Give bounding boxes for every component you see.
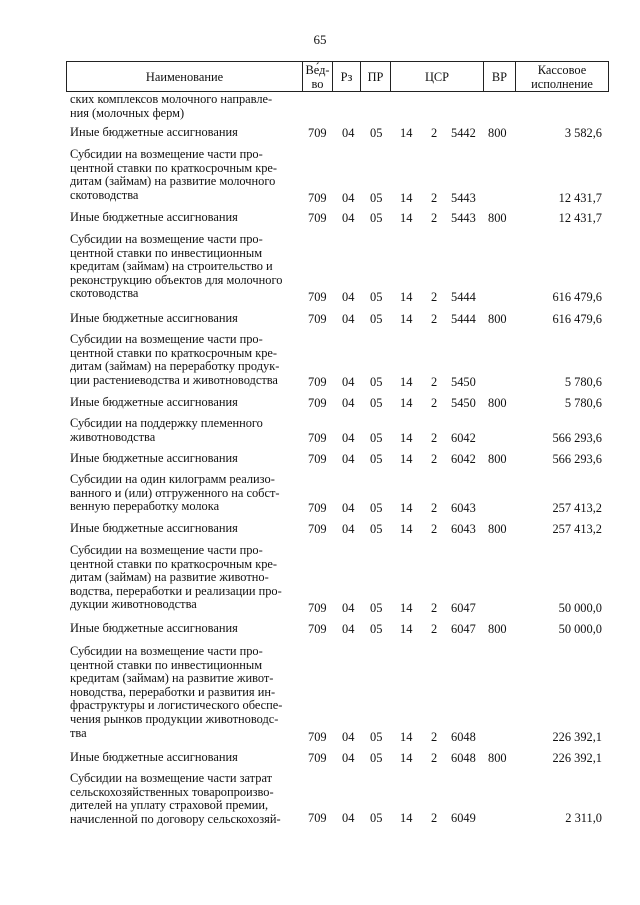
header-amount-line2: исполнение <box>531 76 593 91</box>
row-csr-subprogram: 2 <box>431 191 438 205</box>
row-rz: 04 <box>342 501 355 515</box>
row-rz: 04 <box>342 601 355 615</box>
row-vr: 800 <box>488 396 507 410</box>
row-csr-code: 5450 <box>451 396 476 410</box>
row-amount: 566 293,6 <box>552 452 602 466</box>
row-rz: 04 <box>342 396 355 410</box>
header-amount <box>516 62 608 91</box>
row-name: Субсидии на возмещение части про- центной ставки по краткосрочным кре- дитам (займам) на развитие животно- водства, переработки и реализации про- дукции животноводства <box>70 543 282 612</box>
row-csr-subprogram: 2 <box>431 751 438 765</box>
row-rz: 04 <box>342 522 355 536</box>
row-rz: 04 <box>342 811 355 825</box>
row-rz: 04 <box>342 211 355 225</box>
row-name: Субсидии на возмещение части про- центной ставки по краткосрочным кре- дитам (займам) на развитие молочного скотоводства <box>70 147 278 202</box>
header-csr: ЦСР <box>424 69 450 84</box>
row-amount: 257 413,2 <box>552 522 602 536</box>
header-name: Наименование <box>145 69 224 84</box>
row-pr: 05 <box>370 501 383 515</box>
row-rz: 04 <box>342 751 355 765</box>
row-amount: 50 000,0 <box>558 622 602 636</box>
row-ved: 709 <box>308 431 327 445</box>
row-csr-subprogram: 2 <box>431 211 438 225</box>
row-vr: 800 <box>488 211 507 225</box>
page-number: 65 <box>313 32 327 47</box>
header-vr: ВР <box>491 69 508 84</box>
header-ved-line1: Ве́д- <box>305 62 330 77</box>
row-name: Субсидии на возмещение части про- центной ставки по инвестиционным кредитам (займам) на строительство и реконструкцию объектов для молочного скотоводства <box>70 232 283 301</box>
row-csr-subprogram: 2 <box>431 811 438 825</box>
header-pr: ПР <box>367 69 384 84</box>
row-ved: 709 <box>308 312 327 326</box>
row-pr: 05 <box>370 191 383 205</box>
row-csr-program: 14 <box>400 375 413 389</box>
row-ved: 709 <box>308 730 327 744</box>
row-ved: 709 <box>308 191 327 205</box>
row-rz: 04 <box>342 126 355 140</box>
row-amount: 50 000,0 <box>558 601 602 615</box>
row-amount: 226 392,1 <box>552 751 602 765</box>
row-pr: 05 <box>370 211 383 225</box>
row-csr-code: 5444 <box>451 290 476 304</box>
row-ved: 709 <box>308 601 327 615</box>
row-csr-program: 14 <box>400 126 413 140</box>
row-vr: 800 <box>488 622 507 636</box>
row-csr-code: 5443 <box>451 211 476 225</box>
row-amount: 2 311,0 <box>565 811 602 825</box>
row-csr-code: 5443 <box>451 191 476 205</box>
row-name: Иные бюджетные ассигнования <box>70 311 238 325</box>
row-name: ских комплексов молочного направле- ния (молочных ферм) <box>70 92 273 120</box>
row-pr: 05 <box>370 126 383 140</box>
row-ved: 709 <box>308 375 327 389</box>
row-name: Субсидии на один килограмм реализо- ванного и (или) отгруженного на собст- венную переработку молока <box>70 472 280 514</box>
row-csr-subprogram: 2 <box>431 601 438 615</box>
row-ved: 709 <box>308 522 327 536</box>
row-ved: 709 <box>308 396 327 410</box>
row-pr: 05 <box>370 751 383 765</box>
row-csr-code: 5444 <box>451 312 476 326</box>
row-csr-code: 6047 <box>451 601 476 615</box>
row-pr: 05 <box>370 811 383 825</box>
row-pr: 05 <box>370 730 383 744</box>
row-name: Субсидии на возмещение части про- центной ставки по краткосрочным кре- дитам (займам) на переработку продук- ции растениеводства и животноводства <box>70 332 280 387</box>
row-ved: 709 <box>308 452 327 466</box>
row-vr: 800 <box>488 312 507 326</box>
row-name: Иные бюджетные ассигнования <box>70 521 238 535</box>
row-pr: 05 <box>370 375 383 389</box>
row-csr-program: 14 <box>400 290 413 304</box>
row-csr-subprogram: 2 <box>431 290 438 304</box>
row-csr-subprogram: 2 <box>431 730 438 744</box>
row-vr: 800 <box>488 751 507 765</box>
row-rz: 04 <box>342 290 355 304</box>
row-csr-subprogram: 2 <box>431 622 438 636</box>
row-rz: 04 <box>342 312 355 326</box>
row-csr-program: 14 <box>400 501 413 515</box>
row-amount: 257 413,2 <box>552 501 602 515</box>
row-csr-subprogram: 2 <box>431 375 438 389</box>
row-ved: 709 <box>308 126 327 140</box>
row-csr-subprogram: 2 <box>431 501 438 515</box>
row-csr-code: 6048 <box>451 751 476 765</box>
row-vr: 800 <box>488 126 507 140</box>
row-csr-code: 6043 <box>451 522 476 536</box>
row-amount: 12 431,7 <box>558 191 602 205</box>
row-csr-code: 6042 <box>451 431 476 445</box>
row-rz: 04 <box>342 622 355 636</box>
row-name: Иные бюджетные ассигнования <box>70 395 238 409</box>
row-pr: 05 <box>370 431 383 445</box>
row-csr-subprogram: 2 <box>431 452 438 466</box>
row-amount: 616 479,6 <box>552 312 602 326</box>
row-rz: 04 <box>342 730 355 744</box>
row-pr: 05 <box>370 452 383 466</box>
row-csr-program: 14 <box>400 431 413 445</box>
row-ved: 709 <box>308 622 327 636</box>
row-csr-subprogram: 2 <box>431 522 438 536</box>
row-ved: 709 <box>308 290 327 304</box>
row-csr-program: 14 <box>400 191 413 205</box>
row-name: Иные бюджетные ассигнования <box>70 750 238 764</box>
row-name: Субсидии на возмещение части про- центной ставки по инвестиционным кредитам (займам) на развитие живот- новодства, переработки и развития ин- фраструктуры и логистического обеспе- чения рынков продукции животноводс- тва <box>70 644 283 740</box>
row-amount: 5 780,6 <box>564 375 602 389</box>
row-csr-program: 14 <box>400 730 413 744</box>
row-pr: 05 <box>370 290 383 304</box>
row-csr-program: 14 <box>400 622 413 636</box>
row-csr-program: 14 <box>400 312 413 326</box>
row-csr-subprogram: 2 <box>431 396 438 410</box>
row-ved: 709 <box>308 751 327 765</box>
row-rz: 04 <box>342 375 355 389</box>
row-csr-code: 6042 <box>451 452 476 466</box>
row-amount: 5 780,6 <box>564 396 602 410</box>
row-csr-code: 6049 <box>451 811 476 825</box>
row-csr-subprogram: 2 <box>431 312 438 326</box>
row-amount: 3 582,6 <box>564 126 602 140</box>
row-amount: 616 479,6 <box>552 290 602 304</box>
row-amount: 566 293,6 <box>552 431 602 445</box>
row-csr-code: 5450 <box>451 375 476 389</box>
row-amount: 12 431,7 <box>558 211 602 225</box>
row-csr-subprogram: 2 <box>431 126 438 140</box>
row-csr-program: 14 <box>400 522 413 536</box>
row-csr-program: 14 <box>400 601 413 615</box>
row-csr-code: 6043 <box>451 501 476 515</box>
row-csr-program: 14 <box>400 811 413 825</box>
row-rz: 04 <box>342 191 355 205</box>
header-ved-line2: во <box>311 76 324 91</box>
row-csr-code: 6047 <box>451 622 476 636</box>
row-name: Иные бюджетные ассигнования <box>70 621 238 635</box>
row-csr-program: 14 <box>400 396 413 410</box>
row-name: Иные бюджетные ассигнования <box>70 451 238 465</box>
table-header <box>66 61 609 92</box>
row-rz: 04 <box>342 452 355 466</box>
row-amount: 226 392,1 <box>552 730 602 744</box>
row-ved: 709 <box>308 811 327 825</box>
header-amount-line1: Кассовое <box>537 62 587 77</box>
row-ved: 709 <box>308 211 327 225</box>
row-pr: 05 <box>370 312 383 326</box>
row-csr-program: 14 <box>400 452 413 466</box>
header-ved <box>303 62 332 91</box>
row-pr: 05 <box>370 622 383 636</box>
row-rz: 04 <box>342 431 355 445</box>
row-name: Субсидии на возмещение части затрат сельскохозяйственных товаропроизво- дителей на уплату страховой премии, начисленной по договору сельскохозяй- <box>70 771 281 826</box>
row-csr-program: 14 <box>400 211 413 225</box>
row-name: Субсидии на поддержку племенного животноводства <box>70 416 263 444</box>
row-pr: 05 <box>370 522 383 536</box>
row-csr-program: 14 <box>400 751 413 765</box>
row-pr: 05 <box>370 396 383 410</box>
row-csr-subprogram: 2 <box>431 431 438 445</box>
row-vr: 800 <box>488 452 507 466</box>
row-ved: 709 <box>308 501 327 515</box>
row-pr: 05 <box>370 601 383 615</box>
row-csr-code: 5442 <box>451 126 476 140</box>
row-name: Иные бюджетные ассигнования <box>70 125 238 139</box>
header-rz: Рз <box>340 69 353 84</box>
row-name: Иные бюджетные ассигнования <box>70 210 238 224</box>
row-vr: 800 <box>488 522 507 536</box>
row-csr-code: 6048 <box>451 730 476 744</box>
